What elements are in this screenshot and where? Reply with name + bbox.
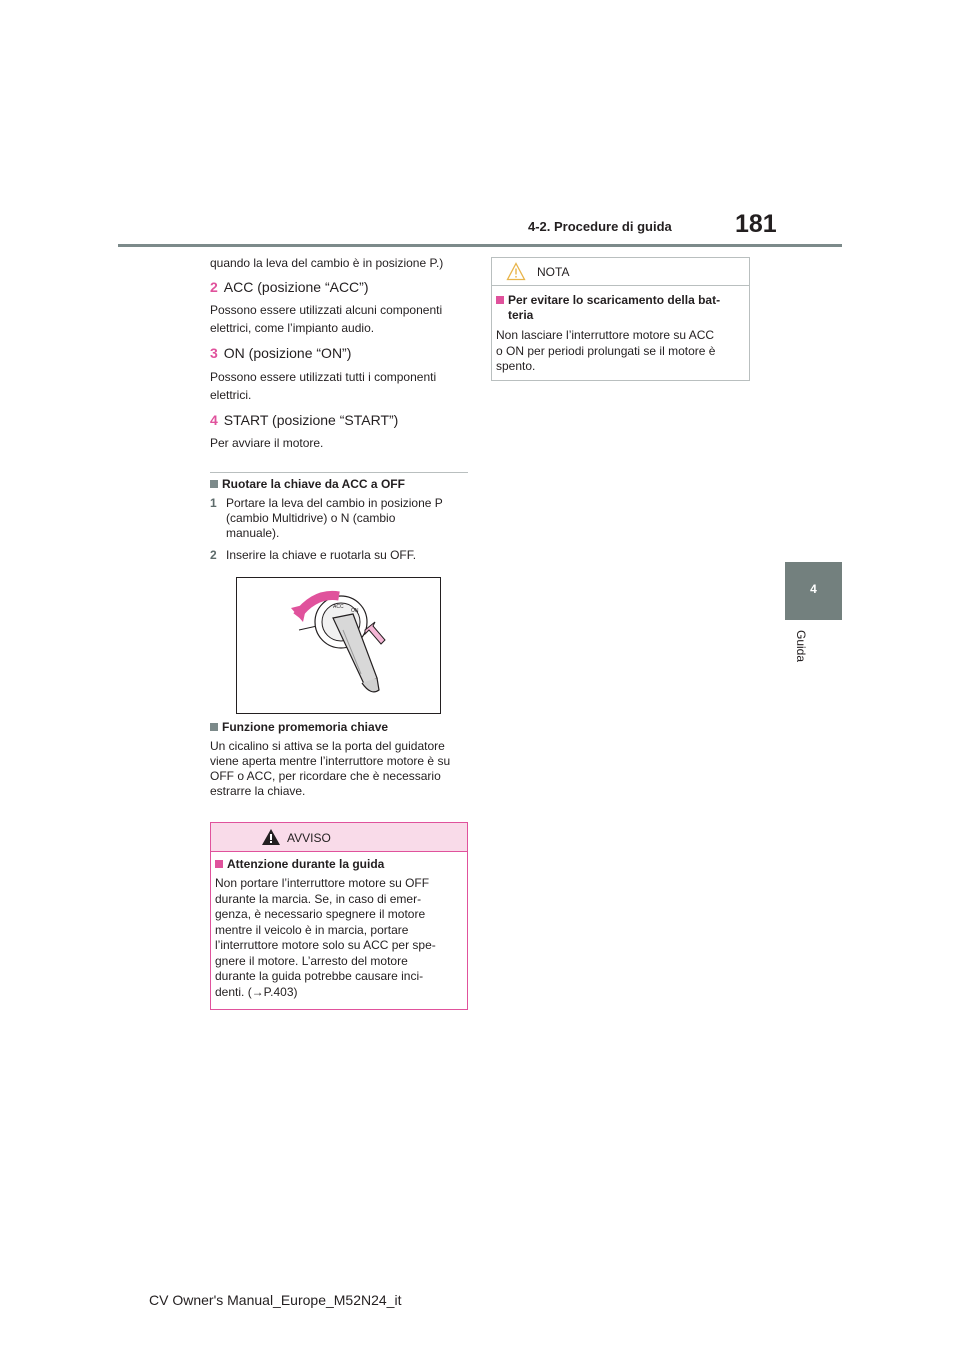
push-arrow-icon bbox=[365, 622, 385, 644]
warning-triangle-icon bbox=[261, 828, 281, 846]
chapter-label: Guida bbox=[794, 630, 808, 663]
step-on-heading bbox=[210, 345, 351, 361]
header-rule bbox=[118, 244, 842, 247]
step-title: START (posizione “START”) bbox=[223, 412, 399, 428]
svg-text:ON: ON bbox=[351, 608, 359, 614]
note-title: NOTA bbox=[537, 265, 570, 279]
square-bullet-icon bbox=[215, 860, 223, 868]
chapter-number: 4 bbox=[810, 582, 817, 596]
turn-key-heading: Ruotare la chiave da ACC a OFF bbox=[210, 477, 405, 491]
reminder-heading: Funzione promemoria chiave bbox=[210, 720, 388, 734]
note-header bbox=[492, 258, 749, 286]
intro-line: quando la leva del cambio è in posizione P.) bbox=[210, 256, 444, 270]
step-start-heading bbox=[210, 412, 398, 428]
list-item: 1 Portare la leva del cambio in posizione P (cambio Multidrive) o N (cambio manuale). bbox=[210, 496, 443, 540]
step-start-desc: Per avviare il motore. bbox=[210, 436, 324, 450]
note-box bbox=[491, 257, 750, 381]
note-text: Non lasciare l’interruttore motore su ACC o ON per periodi prolungati se il motore è spento. bbox=[496, 328, 716, 373]
step-title: ACC (posizione “ACC”) bbox=[223, 279, 369, 295]
section-title: 4-2. Procedure di guida bbox=[528, 219, 672, 234]
svg-text:ACC: ACC bbox=[333, 604, 344, 610]
step-number: 2 bbox=[210, 279, 218, 295]
step-on-desc-1: Possono essere utilizzati tutti i componenti bbox=[210, 370, 437, 384]
warning-heading: Attenzione durante la guida bbox=[215, 857, 384, 871]
key-icon bbox=[333, 614, 377, 686]
warning-title: AVVISO bbox=[287, 831, 331, 845]
warning-box bbox=[210, 822, 468, 1010]
list-item: 2 Inserire la chiave e ruotarla su OFF. bbox=[210, 548, 417, 562]
step-title: ON (posizione “ON”) bbox=[223, 345, 352, 361]
step-on-desc-2: elettrici. bbox=[210, 388, 252, 402]
page-number: 181 bbox=[735, 210, 777, 238]
caution-triangle-icon bbox=[506, 262, 526, 281]
step-number: 4 bbox=[210, 412, 218, 428]
warning-header bbox=[211, 823, 467, 852]
reminder-text: Un cicalino si attiva se la porta del guidatore viene aperta mentre l’interruttore motore è su OFF o ACC, per ricordare che è necessario estrarre la chiave. bbox=[210, 739, 451, 798]
chapter-tab bbox=[785, 562, 842, 620]
footer-text: CV Owner's Manual_Europe_M52N24_it bbox=[149, 1292, 402, 1308]
warning-text: Non portare l’interruttore motore su OFF durante la marcia. Se, in caso di emer- genza, è necessario spegnere il motore mentre il veicolo è in marcia, portare l’interruttore motore solo su ACC per spe- gnere il motore. L’arresto del motore durante la guida potrebbe causare inci- denti. (→P.403) bbox=[215, 876, 436, 999]
ignition-key-figure bbox=[236, 577, 441, 714]
square-bullet-icon bbox=[210, 723, 218, 731]
note-heading: Per evitare lo scaricamento della bat- teria bbox=[496, 293, 746, 323]
step-acc-desc-1: Possono essere utilizzati alcuni componenti bbox=[210, 303, 443, 317]
step-acc-heading bbox=[210, 279, 369, 295]
section-divider bbox=[210, 472, 468, 473]
square-bullet-icon bbox=[496, 296, 504, 304]
step-acc-desc-2: elettrici, come l’impianto audio. bbox=[210, 321, 375, 335]
square-bullet-icon bbox=[210, 480, 218, 488]
ignition-key-illustration bbox=[237, 578, 440, 713]
step-number: 3 bbox=[210, 345, 218, 361]
